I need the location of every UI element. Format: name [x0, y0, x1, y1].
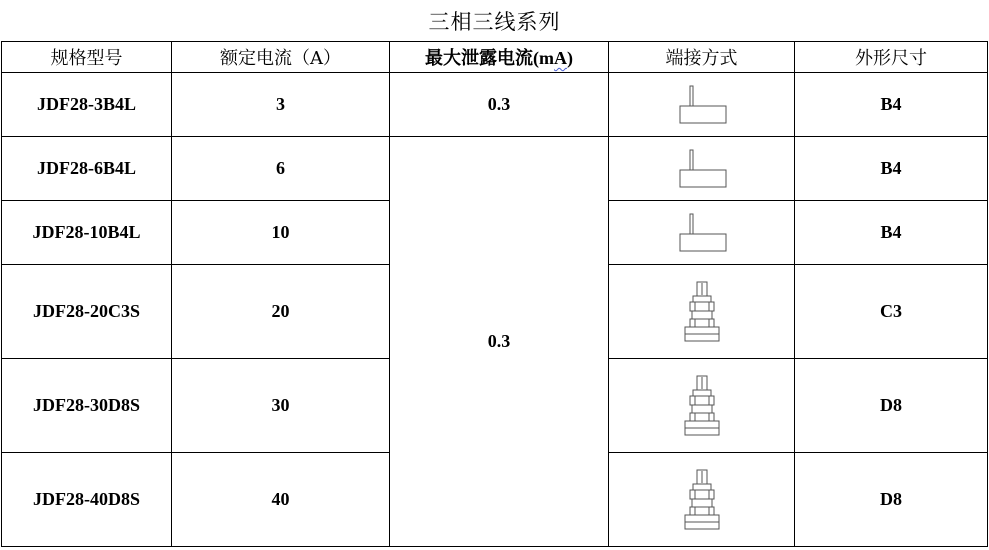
size-cell: D8	[795, 453, 988, 547]
model-cell: JDF28-20C3S	[2, 265, 172, 359]
threaded-stud-terminal-icon	[682, 375, 722, 437]
terminal-cell	[609, 453, 795, 547]
header-terminal: 端接方式	[609, 42, 795, 73]
header-row	[2, 42, 988, 73]
current-cell: 10	[172, 201, 390, 265]
current-cell: 3	[172, 73, 390, 137]
current-cell: 30	[172, 359, 390, 453]
threaded-stud-terminal-icon	[682, 469, 722, 531]
header-dimension: 外形尺寸	[795, 42, 988, 73]
table-title: 三相三线系列	[428, 10, 561, 34]
table-row	[2, 73, 988, 137]
size-cell: B4	[795, 73, 988, 137]
threaded-stud-terminal-icon	[682, 281, 722, 343]
model-cell: JDF28-30D8S	[2, 359, 172, 453]
current-cell: 40	[172, 453, 390, 547]
blade-terminal-icon	[676, 213, 728, 253]
leakage-cell: 0.3	[390, 73, 609, 137]
terminal-cell	[609, 201, 795, 265]
size-cell: B4	[795, 201, 988, 265]
model-cell: JDF28-6B4L	[2, 137, 172, 201]
size-cell: C3	[795, 265, 988, 359]
header-rated-current: 额定电流（A）	[172, 42, 390, 73]
model-cell: JDF28-10B4L	[2, 201, 172, 265]
blade-terminal-icon	[676, 149, 728, 189]
model-cell: JDF28-40D8S	[2, 453, 172, 547]
spec-table	[1, 41, 988, 547]
size-cell: D8	[795, 359, 988, 453]
header-max-leakage-prefix: 最大泄露电流(m	[425, 48, 554, 68]
header-model: 规格型号	[2, 42, 172, 73]
table-row	[2, 137, 988, 201]
leakage-cell-merged: 0.3	[390, 137, 609, 547]
current-cell: 20	[172, 265, 390, 359]
terminal-cell	[609, 265, 795, 359]
terminal-cell	[609, 73, 795, 137]
current-cell: 6	[172, 137, 390, 201]
header-max-leakage	[390, 42, 609, 73]
size-cell: B4	[795, 137, 988, 201]
model-cell: JDF28-3B4L	[2, 73, 172, 137]
blade-terminal-icon	[676, 85, 728, 125]
terminal-cell	[609, 359, 795, 453]
header-max-leakage-unit: A	[554, 48, 567, 68]
terminal-cell	[609, 137, 795, 201]
header-max-leakage-suffix: )	[567, 48, 573, 68]
